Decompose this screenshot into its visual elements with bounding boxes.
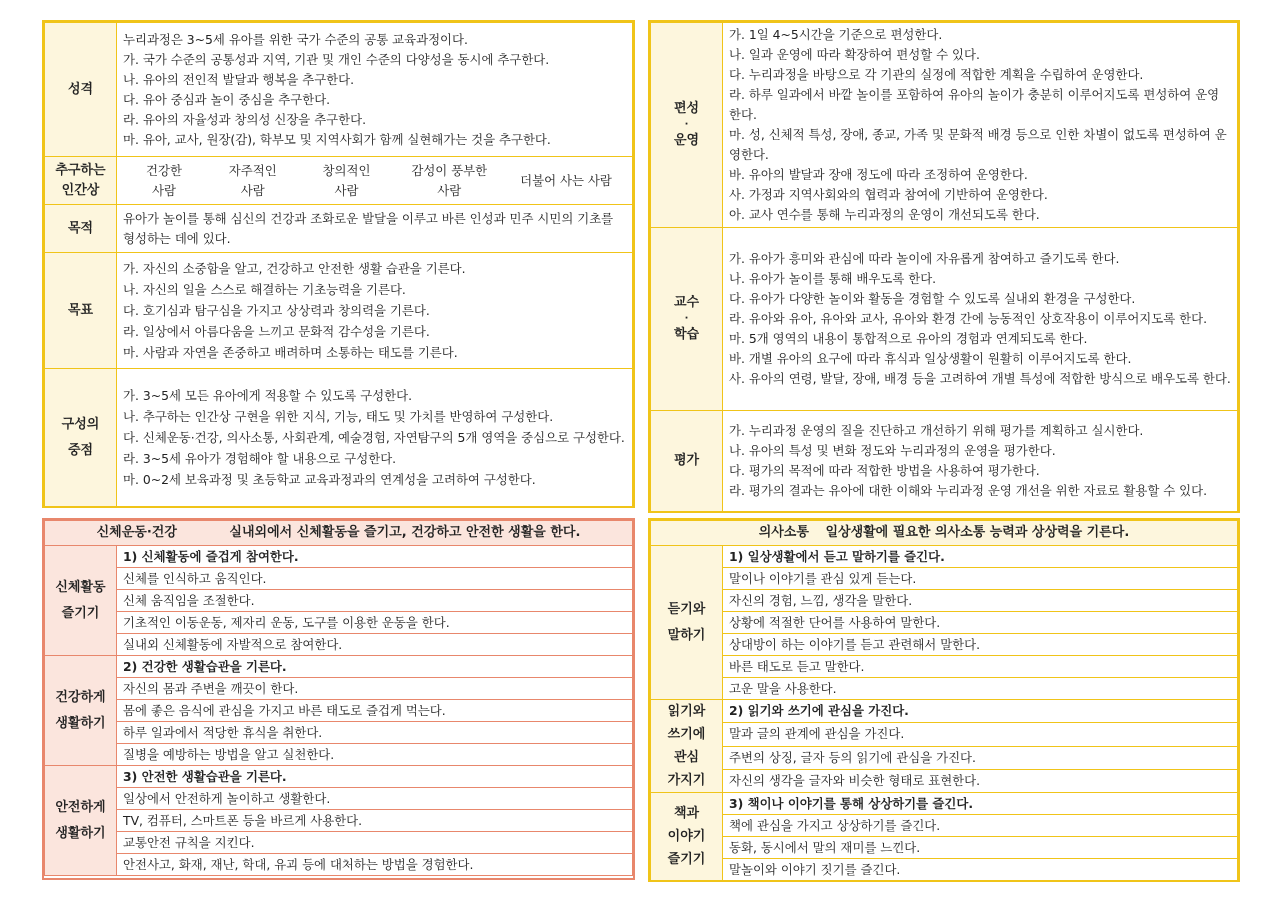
teach-line: 라. 유아와 유아, 유아와 교사, 유아와 환경 간에 능동적인 상호작용이 이루어지도록 한다. [729,311,1208,326]
human-item: 감성이 풍부한 사람 [411,162,488,198]
content-item: TV, 컴퓨터, 스마트폰 등을 바르게 사용한다. [117,810,633,832]
content-item: 말과 글의 관계에 관심을 가진다. [723,723,1238,746]
content-item: 바른 태도로 듣고 말한다. [723,656,1238,678]
physical-group-label: 신체활동 즐기기 [45,546,117,656]
goal-line: 가. 자신의 소중함을 알고, 건강하고 안전한 생활 습관을 기른다. [123,261,466,276]
human-item: 창의적인 사람 [322,162,371,198]
content-item: 자신의 몸과 주변을 깨끗이 한다. [117,678,633,700]
org-line: 아. 교사 연수를 통해 누리과정의 운영이 개선되도록 한다. [729,207,1040,222]
goal-line: 나. 자신의 일을 스스로 해결하는 기초능력을 기른다. [123,282,406,297]
teaching-label: 교수 · 학습 [651,228,723,411]
eval-line: 다. 평가의 목적에 따라 적합한 방법을 사용하여 평가한다. [729,463,1040,478]
content-item: 기초적인 이동운동, 제자리 운동, 도구를 이용한 운동을 한다. [117,612,633,634]
evaluation-label: 평가 [651,411,723,512]
org-line: 가. 1일 4~5시간을 기준으로 편성한다. [729,27,943,42]
content-item: 실내외 신체활동에 자발적으로 참여한다. [117,634,633,656]
content-item: 교통안전 규칙을 지킨다. [117,832,633,854]
nature-line: 나. 유아의 전인적 발달과 행복을 추구한다. [123,71,355,87]
eval-line: 가. 누리과정 운영의 질을 진단하고 개선하기 위해 평가를 계획하고 실시한다. [729,423,1144,438]
goals-label: 목표 [45,253,117,369]
content-item: 고운 말을 사용한다. [723,678,1238,700]
communication-panel [648,518,1240,882]
nature-content [117,23,633,157]
focus-content [117,369,633,507]
nature-label: 성격 [45,23,117,157]
teach-line: 바. 개별 유아의 요구에 따라 휴식과 일상생활이 원활히 이루어지도록 한다. [729,351,1132,366]
content-title: 1) 신체활동에 즐겁게 참여한다. [117,546,633,568]
content-item: 일상에서 안전하게 놀이하고 생활한다. [117,788,633,810]
eval-line: 나. 유아의 특성 및 변화 정도와 누리과정의 운영을 평가한다. [729,443,1056,458]
focus-line: 나. 추구하는 인간상 구현을 위한 지식, 기능, 태도 및 가치를 반영하여 구성한다. [123,409,554,424]
organization-label: 편성 · 운영 [651,23,723,228]
content-item: 동화, 동시에서 말의 재미를 느낀다. [723,837,1238,859]
nature-line: 누리과정은 3~5세 유아를 위한 국가 수준의 공통 교육과정이다. [123,31,468,47]
evaluation-content [723,411,1238,512]
principles-panel [42,20,635,508]
content-title: 1) 일상생활에서 듣고 말하기를 즐긴다. [723,546,1238,568]
physical-panel [42,518,635,880]
content-item: 신체 움직임을 조절한다. [117,590,633,612]
org-line: 사. 가정과 지역사회와의 협력과 참여에 기반하여 운영한다. [729,187,1048,202]
eval-line: 라. 평가의 결과는 유아에 대한 이해와 누리과정 운영 개선을 위한 자료로 활용할 수 있다. [729,483,1208,498]
content-title: 3) 책이나 이야기를 통해 상상하기를 즐긴다. [723,793,1238,815]
teach-line: 사. 유아의 연령, 발달, 장애, 배경 등을 고려하여 개별 특성에 적합한 방식으로 배우도록 한다. [729,371,1231,386]
human-images [117,157,633,205]
physical-group-label: 안전하게 생활하기 [45,766,117,876]
content-item: 상대방이 하는 이야기를 듣고 관련해서 말한다. [723,634,1238,656]
content-title: 2) 건강한 생활습관을 기른다. [117,656,633,678]
human-label: 추구하는 인간상 [45,157,117,205]
content-title: 2) 읽기와 쓰기에 관심을 가진다. [723,700,1238,723]
area-goal: 실내외에서 신체활동을 즐기고, 건강하고 안전한 생활을 한다. [229,525,581,540]
content-item: 몸에 좋은 음식에 관심을 가지고 바른 태도로 즐겁게 먹는다. [117,700,633,722]
content-item: 자신의 생각을 글자와 비슷한 형태로 표현한다. [723,769,1238,792]
operation-panel [648,20,1240,513]
nature-line: 라. 유아의 자율성과 창의성 신장을 추구한다. [123,111,367,127]
area-goal: 일상생활에 필요한 의사소통 능력과 상상력을 기른다. [825,525,1130,540]
nature-line: 다. 유아 중심과 놀이 중심을 추구한다. [123,91,331,107]
content-item: 자신의 경험, 느낌, 생각을 말한다. [723,590,1238,612]
communication-header [651,521,1238,546]
content-item: 말이나 이야기를 관심 있게 듣는다. [723,568,1238,590]
content-item: 질병을 예방하는 방법을 알고 실천한다. [117,744,633,766]
physical-header [45,521,633,546]
nature-line: 마. 유아, 교사, 원장(감), 학부모 및 지역사회가 함께 실현해가는 것을 추구한다. [123,131,551,147]
content-item: 주변의 상징, 글자 등의 읽기에 관심을 가진다. [723,746,1238,769]
content-item: 하루 일과에서 적당한 휴식을 취한다. [117,722,633,744]
comm-group-label: 듣기와 말하기 [651,546,723,700]
goal-line: 마. 사람과 자연을 존중하고 배려하며 소통하는 태도를 기른다. [123,345,458,360]
human-item: 자주적인 사람 [228,162,277,198]
teach-line: 나. 유아가 놀이를 통해 배우도록 한다. [729,271,937,286]
focus-line: 마. 0~2세 보육과정 및 초등학교 교육과정과의 연계성을 고려하여 구성한다. [123,472,536,487]
org-line: 나. 일과 운영에 따라 확장하여 편성할 수 있다. [729,47,980,62]
org-line: 바. 유아의 발달과 장애 정도에 따라 조정하여 운영한다. [729,167,1028,182]
focus-line: 가. 3~5세 모든 유아에게 적용할 수 있도록 구성한다. [123,388,413,403]
teach-line: 가. 유아가 흥미와 관심에 따라 놀이에 자유롭게 참여하고 즐기도록 한다. [729,251,1120,266]
area-name: 의사소통 [758,525,809,540]
org-line: 라. 하루 일과에서 바깥 놀이를 포함하여 유아의 놀이가 충분히 이루어지도록 편성하여 운영한다. [729,87,1220,122]
content-item: 상황에 적절한 단어를 사용하여 말한다. [723,612,1238,634]
purpose-text: 유아가 놀이를 통해 심신의 건강과 조화로운 발달을 이루고 바른 인성과 민주 시민의 기초를 형성하는 데에 있다. [117,205,633,253]
comm-group-label: 읽기와 쓰기에 관심 가지기 [651,700,723,793]
content-title: 3) 안전한 생활습관을 기른다. [117,766,633,788]
purpose-label: 목적 [45,205,117,253]
teach-line: 마. 5개 영역의 내용이 통합적으로 유아의 경험과 연계되도록 한다. [729,331,1088,346]
focus-label: 구성의 중점 [45,369,117,507]
physical-group-label: 건강하게 생활하기 [45,656,117,766]
content-item: 책에 관심을 가지고 상상하기를 즐긴다. [723,815,1238,837]
org-line: 마. 성, 신체적 특성, 장애, 종교, 가족 및 문화적 배경 등으로 인한 차별이 없도록 편성하여 운영한다. [729,127,1227,162]
human-item: 건강한 사람 [146,162,182,198]
area-name: 신체운동·건강 [96,525,177,540]
teaching-content [723,228,1238,411]
human-item: 더불어 사는 사람 [520,172,612,188]
teach-line: 다. 유아가 다양한 놀이와 활동을 경험할 수 있도록 실내외 환경을 구성한다. [729,291,1136,306]
focus-line: 다. 신체운동·건강, 의사소통, 사회관계, 예술경험, 자연탐구의 5개 영역을 중심으로 구성한다. [123,430,625,445]
org-line: 다. 누리과정을 바탕으로 각 기관의 실정에 적합한 계획을 수립하여 운영한다. [729,67,1144,82]
focus-line: 라. 3~5세 유아가 경험해야 할 내용으로 구성한다. [123,451,397,466]
nature-line: 가. 국가 수준의 공통성과 지역, 기관 및 개인 수준의 다양성을 동시에 추구한다. [123,51,550,67]
goal-line: 다. 호기심과 탐구심을 가지고 상상력과 창의력을 기른다. [123,303,430,318]
content-item: 신체를 인식하고 움직인다. [117,568,633,590]
comm-group-label: 책과 이야기 즐기기 [651,793,723,881]
organization-content [723,23,1238,228]
content-item: 말놀이와 이야기 짓기를 즐긴다. [723,859,1238,881]
goal-line: 라. 일상에서 아름다움을 느끼고 문화적 감수성을 기른다. [123,324,430,339]
goals-content [117,253,633,369]
content-item: 안전사고, 화재, 재난, 학대, 유괴 등에 대처하는 방법을 경험한다. [117,854,633,876]
